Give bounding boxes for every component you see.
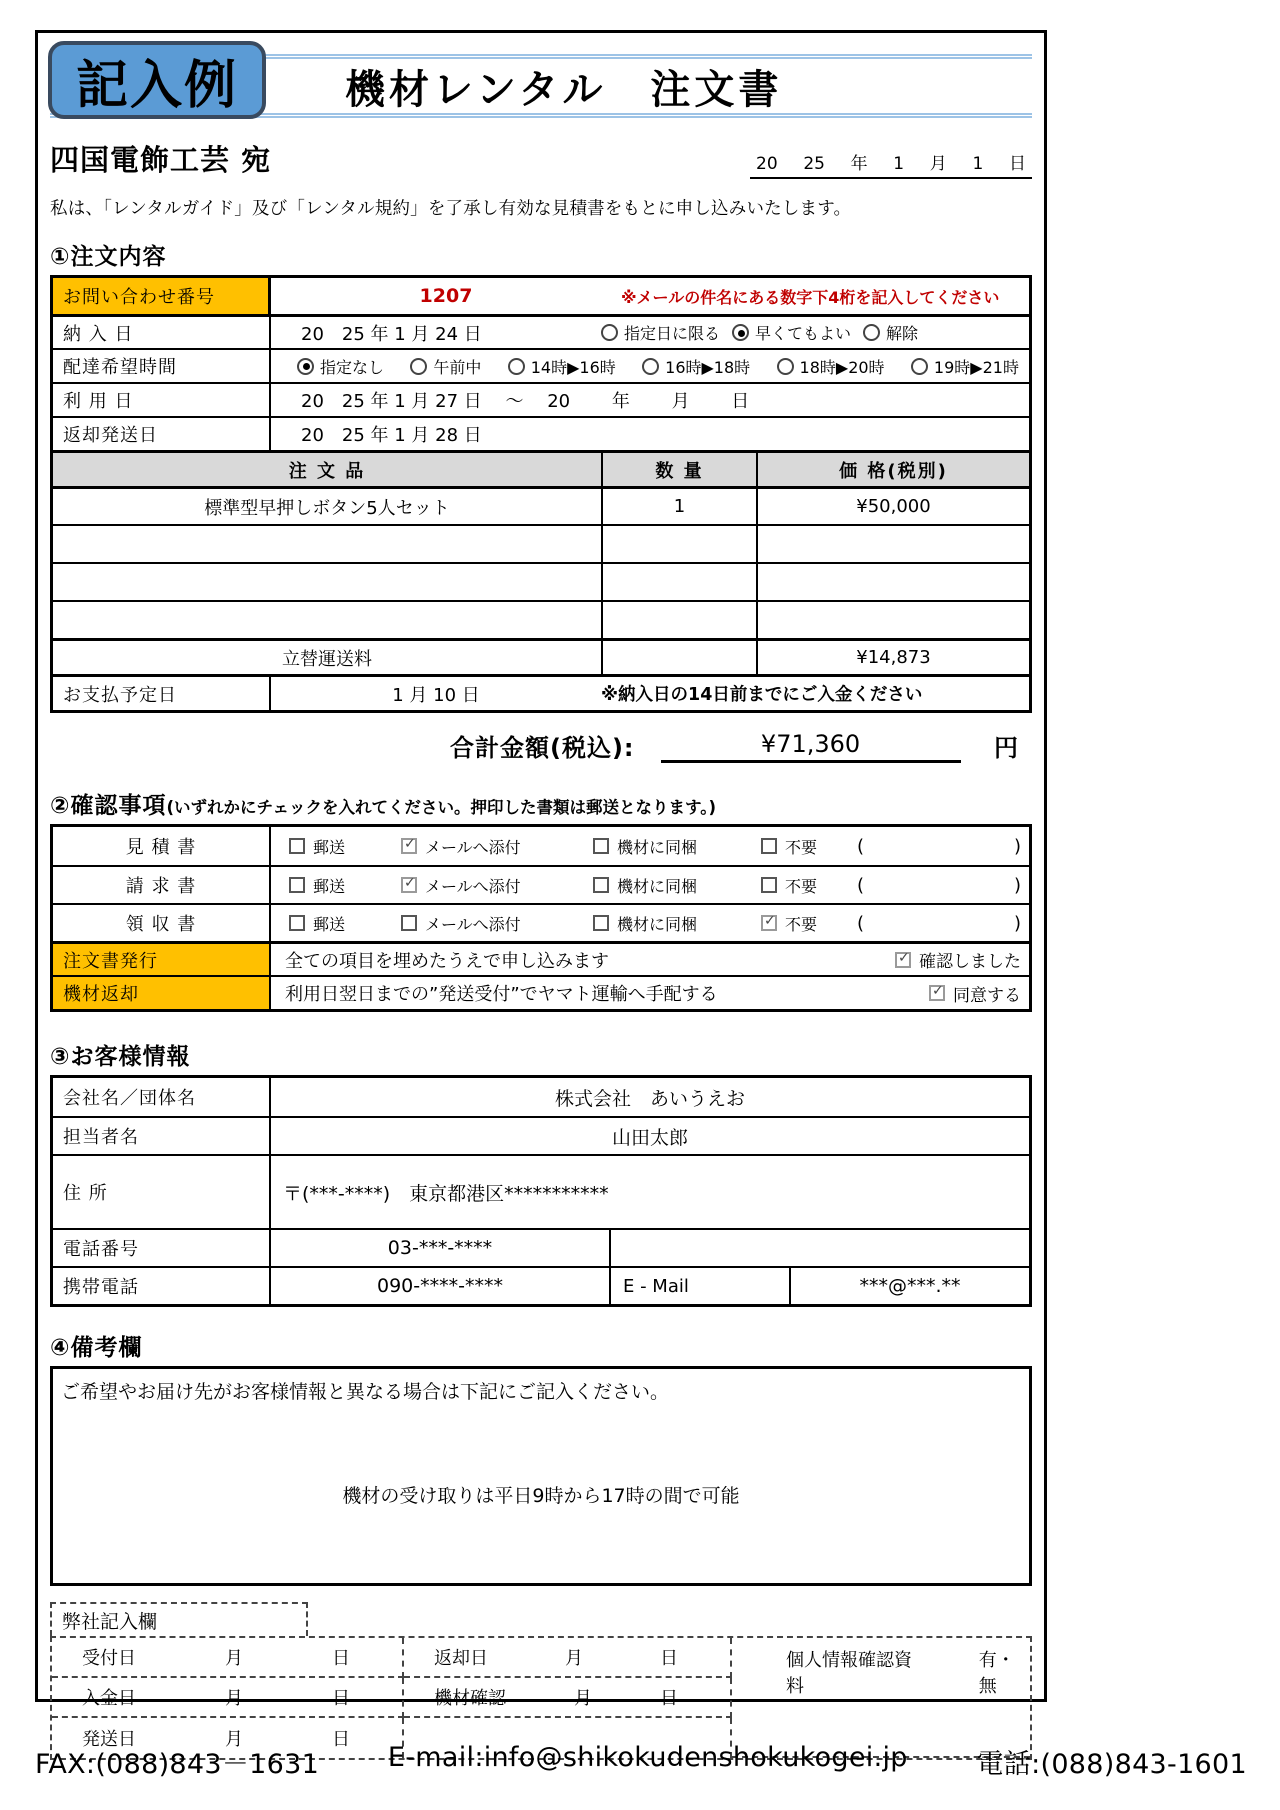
date-year2: 25 [803, 154, 825, 174]
checkbox-label: 機材に同梱 [617, 837, 698, 857]
radio-label: 16時▶18時 [665, 357, 751, 377]
shipping-row [53, 638, 1029, 674]
deposit-date-cell[interactable] [52, 1678, 404, 1718]
item-qty-field[interactable]: 1 [603, 489, 758, 524]
privacy-label: 個人情報確認資料 [786, 1650, 912, 1697]
person-label: 担当者名 [53, 1118, 271, 1154]
cell-label: 入金日 [82, 1688, 136, 1709]
radio-label: 解除 [886, 324, 919, 343]
equipment-return-check[interactable] [929, 977, 1029, 1009]
checkbox-label: 郵送 [313, 914, 346, 934]
email-address: E-mail:info@shikokudenshokukogei.jp [387, 1742, 908, 1773]
delivery-date-row [53, 314, 1029, 348]
delivery-date-options [601, 317, 1029, 348]
addressee: 四国電飾工芸 宛 [50, 143, 272, 177]
radio-label: 14時▶16時 [530, 357, 616, 377]
checkbox-icon [593, 877, 609, 893]
email-field[interactable]: ***@***.** [859, 1275, 961, 1297]
cell-label: 発送日 [82, 1729, 136, 1750]
form-date-field[interactable] [750, 149, 1032, 179]
order-issue-check[interactable] [895, 944, 1029, 975]
checkbox-label: 郵送 [313, 837, 346, 857]
form-frame [35, 30, 1047, 1750]
radio-label: 早くてもよい [755, 324, 852, 343]
inquiry-number-field[interactable]: 1207 [419, 285, 473, 307]
item-price-field[interactable]: ¥50,000 [856, 496, 931, 517]
addressee-row [50, 138, 1032, 179]
return-date-cell[interactable] [404, 1638, 732, 1678]
item-qty-field[interactable] [603, 526, 758, 562]
item-qty-field[interactable] [603, 602, 758, 638]
checkbox-option-mail[interactable] [289, 874, 401, 897]
items-header-name: 注 文 品 [53, 453, 603, 486]
radio-label: 19時▶21時 [933, 357, 1019, 377]
checkbox-icon [289, 915, 305, 931]
order-table [50, 275, 1032, 713]
radio-option-14-16[interactable] [508, 355, 616, 378]
total-row [50, 725, 1032, 763]
total-unit: 円 [994, 734, 1018, 762]
day-char: 日 [332, 1688, 350, 1709]
paren-close: ) [1013, 912, 1021, 934]
item-name-field[interactable] [53, 526, 603, 562]
total-amount-field[interactable]: ¥71,360 [661, 730, 961, 763]
estimate-row [53, 827, 1029, 865]
delivery-time-row [53, 348, 1029, 382]
mobile-label: 携帯電話 [53, 1268, 271, 1304]
item-row-empty [53, 600, 1029, 638]
checkbox-option-not-needed[interactable] [761, 912, 857, 935]
office-use-section [50, 1602, 1032, 1760]
receipt-options [271, 905, 1029, 941]
phone-field[interactable]: 03-***-**** [271, 1230, 611, 1266]
radio-option-earlier-ok[interactable] [732, 321, 851, 344]
checkbox-icon [761, 838, 777, 854]
radio-option-morning[interactable] [410, 355, 481, 378]
invoice-label: 請 求 書 [53, 867, 271, 903]
address-label: 住 所 [53, 1156, 271, 1228]
radio-icon [863, 324, 880, 341]
checkbox-icon [593, 915, 609, 931]
return-date-label: 返却発送日 [53, 418, 271, 450]
use-date-row [53, 382, 1029, 416]
day-char: 日 [660, 1688, 678, 1709]
phone-label: 電話番号 [53, 1230, 271, 1266]
fax-number: FAX:(088)843－1631 [35, 1749, 320, 1780]
estimate-label: 見 積 書 [53, 827, 271, 865]
paren-close: ) [1013, 874, 1021, 896]
month-char: 月 [225, 1648, 243, 1669]
month-char: 月 [225, 1688, 243, 1709]
remarks-box[interactable] [50, 1366, 1032, 1586]
form-title: 機材レンタル 注文書 [345, 66, 783, 113]
radio-icon [642, 358, 659, 375]
company-label: 会社名／団体名 [53, 1078, 271, 1116]
person-row [53, 1116, 1029, 1154]
remarks-note-field[interactable]: 機材の受け取りは平日9時から17時の間で可能 [342, 1485, 740, 1507]
shipping-name: 立替運送料 [53, 641, 603, 674]
use-date-field[interactable]: 20 25 年 1 月 27 日 ～ 20 年 月 日 [301, 391, 750, 412]
item-price-field[interactable] [758, 526, 1029, 562]
checkbox-option-with-equipment[interactable] [593, 912, 761, 935]
checkbox-option-not-needed[interactable] [761, 835, 857, 858]
inquiry-note: ※メールの件名にある数字下4桁を記入してください [621, 287, 1000, 307]
date-year1: 20 [756, 154, 778, 174]
paren-open: ( [857, 835, 865, 857]
receipt-label: 領 収 書 [53, 905, 271, 941]
checkbox-label: メールへ添付 [425, 876, 521, 896]
email-label: E - Mail [611, 1268, 791, 1304]
checkbox-icon [929, 985, 945, 1001]
payment-date-field[interactable]: 1 月 10 日 [392, 684, 480, 706]
paren-close: ) [1013, 835, 1021, 857]
date-year-unit: 年 [850, 154, 868, 174]
item-row-empty [53, 524, 1029, 562]
month-char: 月 [565, 1648, 583, 1669]
radio-icon [732, 324, 749, 341]
checkbox-option-with-equipment[interactable] [593, 874, 761, 897]
section2-heading [50, 787, 1032, 820]
radio-label: 指定日に限る [624, 324, 721, 343]
title-band [50, 54, 1032, 118]
day-char: 日 [332, 1729, 350, 1750]
radio-option-18-20[interactable] [777, 355, 885, 378]
radio-icon [508, 358, 525, 375]
checkbox-icon [761, 915, 777, 931]
checkbox-label: 確認しました [919, 952, 1021, 972]
privacy-options: 有・無 [978, 1650, 1015, 1697]
checkbox-icon [289, 838, 305, 854]
checkbox-icon [401, 838, 417, 854]
radio-icon [911, 358, 928, 375]
inquiry-label: お問い合わせ番号 [53, 278, 271, 314]
date-day: 1 [972, 154, 984, 174]
checkbox-icon [593, 838, 609, 854]
reception-date-cell[interactable] [52, 1638, 404, 1678]
estimate-options [271, 827, 1029, 865]
radio-label: 午前中 [433, 357, 482, 377]
day-char: 日 [660, 1648, 678, 1669]
checkbox-option-email[interactable] [401, 912, 593, 935]
section3-heading: ③お客様情報 [50, 1044, 191, 1070]
month-char: 月 [574, 1688, 592, 1709]
delivery-date-label: 納 入 日 [53, 317, 271, 348]
date-month: 1 [893, 154, 905, 174]
checkbox-option-with-equipment[interactable] [593, 835, 761, 858]
items-header-row [53, 450, 1029, 486]
radio-icon [410, 358, 427, 375]
section4-heading: ④備考欄 [50, 1335, 143, 1361]
return-date-field[interactable]: 20 25 年 1 月 28 日 [301, 425, 482, 446]
checkbox-label: 郵送 [313, 876, 346, 896]
checkbox-option-email[interactable] [401, 835, 593, 858]
confirm-table [50, 824, 1032, 1012]
phone-row [53, 1228, 1029, 1266]
item-row-empty [53, 562, 1029, 600]
agreement-statement: 私は、「レンタルガイド」及び「レンタル規約」を了承し有効な見積書をもとに申し込みいたします。 [50, 199, 852, 219]
checkbox-label: 機材に同梱 [617, 876, 698, 896]
checkbox-label: 不要 [785, 914, 818, 934]
day-char: 日 [332, 1648, 350, 1669]
delivery-time-label: 配達希望時間 [53, 350, 271, 382]
mobile-field[interactable]: 090-****-**** [271, 1268, 611, 1304]
invoice-options [271, 867, 1029, 903]
receipt-row [53, 903, 1029, 941]
items-header-qty: 数 量 [603, 453, 758, 486]
items-header-price: 価 格(税別) [758, 453, 1029, 486]
phone-extra-cell[interactable] [611, 1230, 1029, 1266]
item-qty-field[interactable] [603, 564, 758, 600]
radio-option-fixed-date[interactable] [601, 321, 720, 344]
invoice-row [53, 865, 1029, 903]
radio-icon [601, 324, 618, 341]
radio-label: 18時▶20時 [799, 357, 885, 377]
cell-label: 機材確認 [434, 1688, 506, 1709]
checkbox-icon [289, 877, 305, 893]
cell-label: 受付日 [82, 1648, 136, 1669]
date-month-unit: 月 [929, 154, 947, 174]
payment-note: ※納入日の14日前までにご入金ください [601, 685, 923, 705]
section2-subtitle: (いずれかにチェックを入れてください。押印した書類は郵送となります。) [166, 798, 717, 817]
radio-option-cancel[interactable] [863, 321, 918, 344]
company-field[interactable]: 株式会社 あいうえお [554, 1087, 745, 1110]
use-date-label: 利 用 日 [53, 384, 271, 416]
remarks-instruction: ご希望やお届け先がお客様情報と異なる場合は下記にご記入ください。 [61, 1381, 670, 1403]
item-price-field[interactable] [758, 602, 1029, 638]
contact-footer [35, 1742, 1247, 1781]
paren-open: ( [857, 912, 865, 934]
checkbox-label: 機材に同梱 [617, 914, 698, 934]
radio-option-no-preference[interactable] [297, 355, 384, 378]
date-day-unit: 日 [1008, 154, 1026, 174]
return-date-row [53, 416, 1029, 450]
checkbox-option-email[interactable] [401, 874, 593, 897]
item-price-field[interactable] [758, 564, 1029, 600]
checkbox-label: メールへ添付 [425, 914, 521, 934]
shipping-price-field[interactable]: ¥14,873 [856, 647, 931, 668]
address-row [53, 1154, 1029, 1228]
equipment-return-label: 機材返却 [53, 977, 271, 1009]
checkbox-label: 不要 [785, 837, 818, 857]
month-char: 月 [225, 1729, 243, 1750]
item-name-field[interactable]: 標準型早押しボタン5人セット [53, 489, 603, 524]
radio-option-16-18[interactable] [642, 355, 750, 378]
checkbox-icon [401, 915, 417, 931]
company-row [53, 1078, 1029, 1116]
shipping-qty [603, 641, 758, 674]
item-name-field[interactable] [53, 602, 603, 638]
payment-row [53, 674, 1029, 710]
equipment-check-cell[interactable] [404, 1678, 732, 1718]
item-name-field[interactable] [53, 564, 603, 600]
checkbox-icon [401, 877, 417, 893]
address-field[interactable]: 〒(***-****) 東京都港区*********** [283, 1182, 609, 1205]
checkbox-option-not-needed[interactable] [761, 874, 857, 897]
checkbox-icon [895, 952, 911, 968]
checkbox-icon [761, 877, 777, 893]
order-issue-row [53, 941, 1029, 975]
checkbox-label: 不要 [785, 876, 818, 896]
equipment-return-text: 利用日翌日までの”発送受付”でヤマト運輸へ手配する [285, 984, 718, 1005]
paren-open: ( [857, 874, 865, 896]
checkbox-option-mail[interactable] [289, 912, 401, 935]
radio-icon [777, 358, 794, 375]
checkbox-label: 同意する [953, 985, 1021, 1006]
item-row [53, 486, 1029, 524]
inquiry-row [53, 278, 1029, 314]
section2-title: ②確認事項 [50, 793, 167, 819]
delivery-time-options [271, 350, 1029, 382]
person-field[interactable]: 山田太郎 [611, 1126, 688, 1149]
cell-label: 返却日 [434, 1648, 488, 1669]
radio-label: 指定なし [320, 357, 385, 377]
phone-number: 電話:(088)843-1601 [976, 1749, 1247, 1780]
equipment-return-row [53, 975, 1029, 1009]
payment-label: お支払予定日 [53, 677, 271, 710]
privacy-check-cell[interactable] [732, 1638, 1030, 1758]
mobile-row [53, 1266, 1029, 1304]
section1-heading: ①注文内容 [50, 244, 167, 270]
total-label: 合計金額(税込): [450, 734, 635, 762]
office-use-tab: 弊社記入欄 [50, 1602, 308, 1636]
radio-icon [297, 358, 314, 375]
delivery-date-field[interactable]: 20 25 年 1 月 24 日 [301, 323, 482, 345]
checkbox-label: メールへ添付 [425, 837, 521, 857]
customer-table [50, 1075, 1032, 1307]
example-badge: 記入例 [48, 41, 266, 119]
order-issue-text: 全ての項目を埋めたうえで申し込みます [285, 950, 609, 972]
checkbox-option-mail[interactable] [289, 835, 401, 858]
order-issue-label: 注文書発行 [53, 944, 271, 975]
radio-option-19-21[interactable] [911, 355, 1019, 378]
